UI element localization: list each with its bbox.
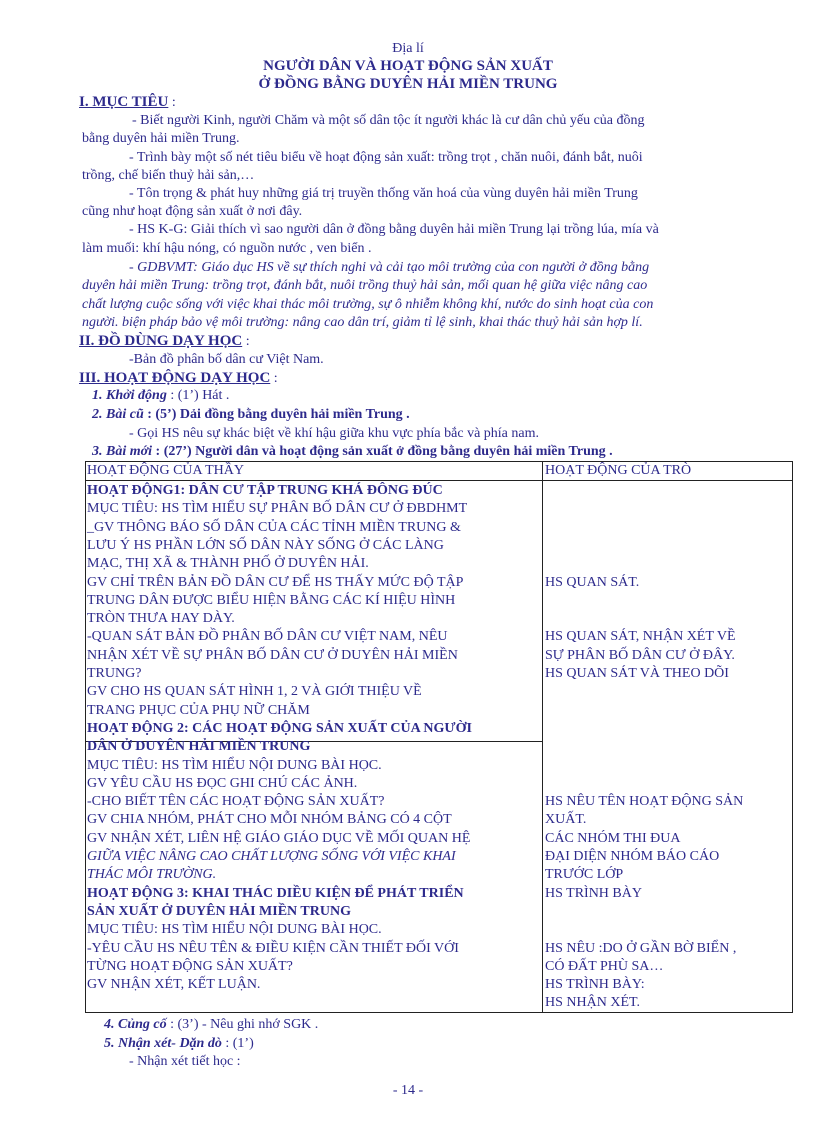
student-activity-line: HS TRÌNH BÀY:: [545, 977, 645, 993]
title-line-1: NGƯỜI DÂN VÀ HOẠT ĐỘNG SẢN XUẤT: [263, 58, 553, 74]
teacher-activity-line: MỤC TIÊU: HS TÌM HIỂU NỘI DUNG BÀI HỌC.: [87, 922, 382, 938]
step-2: [92, 406, 410, 424]
step-1-label: 1. Khởi động: [92, 388, 167, 403]
header-student: HOẠT ĐỘNG CỦA TRÒ: [545, 463, 692, 478]
env-education-line: người. biện pháp bảo vệ môi trường: nâng cao dân trí, giảm tỉ lệ sinh, khai thác thuỷ hải sản hợp lí.: [82, 315, 643, 330]
step-2-label: 2. Bài cũ: [92, 407, 144, 422]
teacher-activity-line: GV NHẬN XÉT, LIÊN HỆ GIÁO GIÁO DỤC VỀ MỐI QUAN HỆ: [87, 830, 471, 846]
teacher-activity-line: GV NHẬN XÉT, KẾT LUẬN.: [87, 977, 261, 993]
section-1-suffix: :: [168, 95, 176, 110]
student-activity-line: CÓ ĐẤT PHÙ SA…: [545, 958, 664, 974]
student-activity-line: XUẤT.: [545, 812, 587, 828]
student-activity-line: HS NÊU TÊN HOẠT ĐỘNG SẢN: [545, 794, 744, 810]
objective-line: - Trình bày một số nét tiêu biểu về hoạt động sản xuất: trồng trọt , chăn nuôi, đánh bắt, nuôi: [129, 150, 643, 165]
table-column-divider: [542, 462, 543, 1012]
student-activity-line: TRƯỚC LỚP: [545, 867, 624, 883]
student-activity-line: SỰ PHÂN BỐ DÂN CƯ Ở ĐÂY.: [545, 647, 735, 663]
page-number: - 14 -: [392, 1083, 424, 1098]
env-education-line: duyên hải miền Trung: trồng trọt, đánh bắt, nuôi trồng thuỷ hải sản, mối quan hệ giữa việc nâng cao: [82, 278, 648, 293]
step-3: [92, 443, 613, 461]
teacher-activity-line: GV CHỈ TRÊN BẢN ĐỒ DÂN CƯ ĐỂ HS THẤY MỨC ĐỘ TẬP: [87, 574, 464, 590]
objective-line: trồng, chế biến thuỷ hải sản,…: [82, 168, 255, 183]
step-1-text: : (1’) Hát .: [166, 388, 230, 403]
section-3-label: III. HOẠT ĐỘNG DẠY HỌC: [79, 370, 271, 386]
teacher-activity-line: -CHO BIẾT TÊN CÁC HOẠT ĐỘNG SẢN XUẤT?: [87, 794, 385, 810]
teacher-activity-line: -QUAN SÁT BẢN ĐỒ PHÂN BỐ DÂN CƯ VIỆT NAM, NÊU: [87, 629, 448, 645]
student-activity-line: HS NÊU :DO Ở GẦN BỜ BIỂN ,: [545, 940, 737, 956]
section-3-suffix: :: [270, 371, 278, 386]
objective-line: - Tôn trọng & phát huy những giá trị truyền thống văn hoá của vùng duyên hải miền Trung: [129, 186, 638, 201]
teacher-activity-line: HOẠT ĐỘNG 2: CÁC HOẠT ĐỘNG SẢN XUẤT CỦA NGƯỜI: [87, 720, 472, 736]
teacher-activity-line: MẠC, THỊ XÃ & THÀNH PHỐ Ở DUYÊN HẢI.: [87, 556, 369, 572]
step-5-label: 5. Nhận xét- Dặn dò: [104, 1036, 222, 1051]
step-5-text: : (1’): [221, 1036, 254, 1051]
section-2-label: II. ĐỒ DÙNG DẠY HỌC: [79, 333, 243, 349]
objective-line: - Biết người Kinh, người Chăm và một số dân tộc ít người khác là cư dân chủ yếu của đồng: [132, 113, 645, 128]
teacher-activity-line: TỪNG HOẠT ĐỘNG SẢN XUẤT?: [87, 958, 293, 974]
student-activity-line: HS QUAN SÁT.: [545, 574, 640, 590]
step-4-text: : (3’) - Nêu ghi nhớ SGK .: [166, 1017, 319, 1032]
env-education-line: - GDBVMT: Giáo dục HS về sự thích nghi và cải tạo môi trường của con người ở đồng bằng: [129, 260, 650, 275]
teacher-activity-line: TRUNG DÂN ĐƯỢC BIỂU HIỆN BẰNG CÁC KÍ HIỆU HÌNH: [87, 592, 456, 608]
student-activity-line: HS NHẬN XÉT.: [545, 995, 641, 1011]
step-4: [104, 1016, 318, 1034]
objective-line: cũng như hoạt động sản xuất ở nơi đây.: [82, 204, 303, 219]
teacher-activity-line: GV CHIA NHÓM, PHÁT CHO MỖI NHÓM BẢNG CÓ 4 CỘT: [87, 812, 452, 828]
teacher-activity-line: TRÒN THƯA HAY DÀY.: [87, 611, 235, 627]
step-5-sub: - Nhận xét tiết học :: [129, 1054, 241, 1069]
objective-line: bằng duyên hải miền Trung.: [82, 131, 240, 146]
title-line-2: Ở ĐỒNG BẰNG DUYÊN HẢI MIỀN TRUNG: [258, 76, 558, 92]
teacher-activity-line: HOẠT ĐỘNG1: DÂN CƯ TẬP TRUNG KHÁ ĐÔNG ĐÚC: [87, 483, 443, 498]
teacher-activity-line: _GV THÔNG BÁO SỐ DÂN CỦA CÁC TỈNH MIỀN TRUNG &: [87, 519, 461, 535]
materials-line: -Bản đồ phân bố dân cư Việt Nam.: [129, 352, 324, 367]
teacher-activity-line: DÂN Ở DUYÊN HẢI MIỀN TRUNG: [87, 739, 311, 755]
student-activity-line: HS TRÌNH BÀY: [545, 885, 642, 901]
section-1-label: I. MỤC TIÊU: [79, 94, 169, 110]
teacher-activity-line: MỤC TIÊU: HS TÌM HIỂU NỘI DUNG BÀI HỌC.: [87, 757, 382, 773]
objective-line: làm muối: khí hậu nóng, có nguồn nước , ven biển .: [82, 241, 372, 256]
teacher-activity-line: TRUNG?: [87, 666, 142, 681]
teacher-activity-line: GV CHO HS QUAN SÁT HÌNH 1, 2 VÀ GIỚI THIỆU VỀ: [87, 684, 422, 700]
step-4-label: 4. Củng cố: [104, 1017, 167, 1032]
step-3-label: 3. Bài mới: [92, 444, 153, 459]
subject-label: Địa lí: [392, 41, 424, 56]
step-5: [104, 1035, 254, 1053]
section-2-suffix: :: [242, 334, 250, 349]
section-3-heading: [79, 369, 278, 388]
teacher-activity-line: GV YÊU CẦU HS ĐỌC GHI CHÚ CÁC ẢNH.: [87, 775, 358, 791]
env-education-line: chất lượng cuộc sống với việc khai thác môi trường, sự ô nhiễm không khí, nước do sinh hoạt của con: [82, 297, 654, 312]
teacher-activity-line: GIỮA VIỆC NÂNG CAO CHẤT LƯỢNG SỐNG VỚI VIỆC KHAI: [87, 849, 456, 864]
objective-line: - HS K-G: Giải thích vì sao người dân ở đồng bằng duyên hải miền Trung lại trồng lúa, mía và: [129, 222, 659, 237]
teacher-activity-line: MỤC TIÊU: HS TÌM HIỂU SỰ PHÂN BỐ DÂN CƯ Ở ĐBDHMT: [87, 501, 468, 517]
teacher-activity-line: -YÊU CẦU HS NÊU TÊN & ĐIỀU KIỆN CẦN THIẾT ĐỐI VỚI: [87, 940, 459, 956]
teacher-activity-line: SẢN XUẤT Ở DUYÊN HẢI MIỀN TRUNG: [87, 903, 351, 919]
teacher-activity-line: HOẠT ĐỘNG 3: KHAI THÁC DIỀU KIỆN ĐỂ PHÁT TRIỂN: [87, 885, 464, 901]
step-2-text: : (5’) Dải đồng bằng duyên hải miền Trung .: [143, 407, 410, 422]
teacher-activity-line: NHẬN XÉT VỀ SỰ PHÂN BỐ DÂN CƯ Ở DUYÊN HẢI MIỀN: [87, 647, 458, 663]
step-3-text: : (27’) Người dân và hoạt động sản xuất ở đồng bằng duyên hải miền Trung .: [152, 444, 613, 459]
teacher-activity-line: THÁC MÔI TRƯỜNG.: [87, 867, 217, 883]
section-1-heading: [79, 93, 176, 112]
student-activity-line: HS QUAN SÁT VÀ THEO DÕI: [545, 666, 729, 681]
step-2-sub: - Gọi HS nêu sự khác biệt về khí hậu giữa khu vực phía bắc và phía nam.: [129, 426, 539, 441]
step-1: [92, 387, 229, 405]
teacher-activity-line: TRANG PHỤC CỦA PHỤ NỮ CHĂM: [87, 702, 310, 718]
student-activity-line: ĐẠI DIỆN NHÓM BÁO CÁO: [545, 849, 720, 864]
activities-table: [85, 461, 793, 1013]
student-activity-line: CÁC NHÓM THI ĐUA: [545, 830, 681, 846]
teacher-activity-line: LƯU Ý HS PHẦN LỚN SỐ DÂN NÀY SỐNG Ở CÁC LÀNG: [87, 537, 444, 553]
header-teacher: HOẠT ĐỘNG CỦA THẦY: [87, 463, 244, 478]
student-activity-line: HS QUAN SÁT, NHẬN XÉT VỀ: [545, 629, 736, 645]
section-2-heading: [79, 332, 250, 351]
